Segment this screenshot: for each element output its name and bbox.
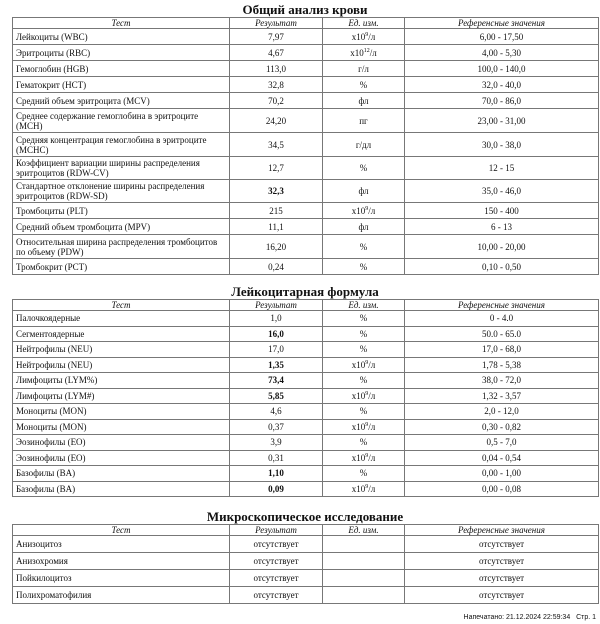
result-value: 24,20 [230, 109, 323, 133]
unit [323, 450, 405, 466]
table-row [13, 109, 599, 133]
unit-suffix: /л [368, 483, 376, 494]
test-name: Анизохромия [13, 553, 230, 570]
table-row [13, 93, 599, 109]
table-row [13, 536, 599, 553]
unit [323, 203, 405, 219]
column-header: Тест [13, 300, 230, 311]
reference-range: 70,0 - 86,0 [405, 93, 599, 109]
table-row [13, 326, 599, 342]
result-value: 1,0 [230, 311, 323, 327]
table-row [13, 45, 599, 61]
test-name: Средняя концентрация гемоглобина в эритроците (MCHC) [13, 133, 230, 157]
reference-range: 0,10 - 0,50 [405, 259, 599, 275]
column-header: Результат [230, 300, 323, 311]
unit-suffix: /л [368, 390, 376, 401]
column-header: Результат [230, 18, 323, 29]
unit-suffix: /л [368, 205, 376, 216]
reference-range: 32,0 - 40,0 [405, 77, 599, 93]
table-row [13, 404, 599, 420]
unit: г/дл [323, 133, 405, 157]
unit: фл [323, 180, 405, 203]
test-name: Полихроматофилия [13, 587, 230, 604]
reference-range: 0,5 - 7,0 [405, 435, 599, 451]
unit [323, 388, 405, 404]
result-value: 0,24 [230, 259, 323, 275]
test-name: Средний объем эритроцита (MCV) [13, 93, 230, 109]
result-value: 16,0 [230, 326, 323, 342]
reference-range: 50.0 - 65.0 [405, 326, 599, 342]
reference-range: 100,0 - 140,0 [405, 61, 599, 77]
reference-range: 38,0 - 72,0 [405, 373, 599, 389]
unit: пг [323, 109, 405, 133]
test-name: Анизоцитоз [13, 536, 230, 553]
result-value: 11,1 [230, 219, 323, 235]
unit-base: x10 [351, 205, 366, 216]
reference-range: отсутствует [405, 536, 599, 553]
reference-range: 10,00 - 20,00 [405, 235, 599, 259]
reference-range: 0,00 - 1,00 [405, 466, 599, 482]
test-name: Гемоглобин (HGB) [13, 61, 230, 77]
test-name: Лимфоциты (LYM%) [13, 373, 230, 389]
result-value: 73,4 [230, 373, 323, 389]
result-value: 32,3 [230, 180, 323, 203]
table-row [13, 466, 599, 482]
table-row [13, 570, 599, 587]
test-name: Лимфоциты (LYM#) [13, 388, 230, 404]
column-header: Тест [13, 18, 230, 29]
reference-range: 1,32 - 3,57 [405, 388, 599, 404]
table-row [13, 373, 599, 389]
unit: г/л [323, 61, 405, 77]
table-row [13, 203, 599, 219]
printed-timestamp: Напечатано: 21.12.2024 22:59:34 [463, 614, 571, 621]
test-name: Нейтрофилы (NEU) [13, 342, 230, 358]
test-name: Коэффициент вариации ширины распределения эритроцитов (RDW-CV) [13, 157, 230, 180]
test-name: Моноциты (MON) [13, 404, 230, 420]
wbc-title: Лейкоцитарная формула [231, 284, 379, 299]
reference-range: 0,04 - 0,54 [405, 450, 599, 466]
column-header: Ед. изм. [323, 525, 405, 536]
reference-range: 35,0 - 46,0 [405, 180, 599, 203]
unit: фл [323, 219, 405, 235]
unit-exponent: 9 [365, 483, 369, 490]
reference-range: 2,0 - 12,0 [405, 404, 599, 420]
test-name: Тромбоциты (PLT) [13, 203, 230, 219]
result-value: 16,20 [230, 235, 323, 259]
cbc-table [12, 17, 599, 275]
unit-suffix: /л [369, 47, 377, 58]
test-name: Стандартное отклонение ширины распределения эритроцитов (RDW-SD) [13, 180, 230, 203]
wbc-table [12, 299, 599, 497]
unit: % [323, 373, 405, 389]
unit-exponent: 12 [363, 47, 370, 54]
unit: % [323, 77, 405, 93]
result-value: 34,5 [230, 133, 323, 157]
unit-exponent: 9 [365, 31, 369, 38]
result-value: 215 [230, 203, 323, 219]
test-name: Нейтрофилы (NEU) [13, 357, 230, 373]
unit: % [323, 259, 405, 275]
unit [323, 587, 405, 604]
unit-base: x10 [351, 452, 366, 463]
test-name: Эозинофилы (EO) [13, 435, 230, 451]
table-row [13, 61, 599, 77]
test-name: Пойкилоцитоз [13, 570, 230, 587]
test-name: Базофилы (BA) [13, 466, 230, 482]
unit-base: x10 [351, 483, 366, 494]
result-value: отсутствует [230, 553, 323, 570]
result-value: 70,2 [230, 93, 323, 109]
test-name: Гематокрит (HCT) [13, 77, 230, 93]
unit-base: x10 [350, 47, 364, 58]
table-row [13, 29, 599, 45]
test-name: Моноциты (MON) [13, 419, 230, 435]
unit-base: x10 [351, 421, 366, 432]
unit [323, 481, 405, 497]
result-value: 0,37 [230, 419, 323, 435]
table-row [13, 133, 599, 157]
table-row [13, 219, 599, 235]
page-number: Стр. 1 [576, 614, 596, 621]
unit: % [323, 157, 405, 180]
unit-suffix: /л [368, 31, 376, 42]
result-value: 0,09 [230, 481, 323, 497]
unit [323, 553, 405, 570]
print-footer [464, 614, 596, 621]
result-value: 32,8 [230, 77, 323, 93]
unit: фл [323, 93, 405, 109]
test-name: Сегментоядерные [13, 326, 230, 342]
reference-range: отсутствует [405, 570, 599, 587]
table-row [13, 357, 599, 373]
reference-range: 0,30 - 0,82 [405, 419, 599, 435]
table-row [13, 342, 599, 358]
reference-range: 150 - 400 [405, 203, 599, 219]
unit-exponent: 9 [365, 452, 369, 459]
table-row [13, 435, 599, 451]
result-value: 4,6 [230, 404, 323, 420]
reference-range: 30,0 - 38,0 [405, 133, 599, 157]
unit-exponent: 9 [365, 421, 369, 428]
test-name: Тромбокрит (PCT) [13, 259, 230, 275]
test-name: Среднее содержание гемоглобина в эритроците (MCH) [13, 109, 230, 133]
reference-range: отсутствует [405, 587, 599, 604]
test-name: Средний объем тромбоцита (MPV) [13, 219, 230, 235]
unit: % [323, 326, 405, 342]
result-value: отсутствует [230, 570, 323, 587]
micro-title: Микроскопическое исследование [206, 509, 404, 524]
column-header: Референсные значения [405, 300, 599, 311]
reference-range: 1,78 - 5,38 [405, 357, 599, 373]
test-name: Палочкоядерные [13, 311, 230, 327]
result-value: 17,0 [230, 342, 323, 358]
reference-range: отсутствует [405, 553, 599, 570]
result-value: 3,9 [230, 435, 323, 451]
unit: % [323, 435, 405, 451]
unit: % [323, 466, 405, 482]
table-row [13, 311, 599, 327]
unit-exponent: 9 [365, 205, 369, 212]
result-value: отсутствует [230, 587, 323, 604]
result-value: 1,10 [230, 466, 323, 482]
table-row [13, 450, 599, 466]
column-header: Ед. изм. [323, 300, 405, 311]
result-value: 7,97 [230, 29, 323, 45]
reference-range: 6 - 13 [405, 219, 599, 235]
unit-base: x10 [351, 359, 366, 370]
reference-range: 17,0 - 68,0 [405, 342, 599, 358]
table-row [13, 419, 599, 435]
test-name: Лейкоциты (WBC) [13, 29, 230, 45]
unit-suffix: /л [368, 452, 376, 463]
result-value: 113,0 [230, 61, 323, 77]
table-row [13, 259, 599, 275]
unit: % [323, 235, 405, 259]
reference-range: 4,00 - 5,30 [405, 45, 599, 61]
test-name: Относительная ширина распределения тромбоцитов по объему (PDW) [13, 235, 230, 259]
result-value: 4,67 [230, 45, 323, 61]
unit: % [323, 311, 405, 327]
test-name: Эозинофилы (EO) [13, 450, 230, 466]
unit [323, 357, 405, 373]
table-row [13, 388, 599, 404]
test-name: Эритроциты (RBC) [13, 45, 230, 61]
table-row [13, 235, 599, 259]
result-value: отсутствует [230, 536, 323, 553]
unit [323, 45, 405, 61]
micro-table [12, 524, 599, 604]
unit: % [323, 404, 405, 420]
column-header: Тест [13, 525, 230, 536]
column-header: Результат [230, 525, 323, 536]
table-row [13, 481, 599, 497]
unit-base: x10 [351, 390, 366, 401]
unit [323, 570, 405, 587]
reference-range: 0,00 - 0,08 [405, 481, 599, 497]
unit-suffix: /л [368, 359, 376, 370]
test-name: Базофилы (BA) [13, 481, 230, 497]
unit: % [323, 342, 405, 358]
table-row [13, 77, 599, 93]
column-header: Референсные значения [405, 525, 599, 536]
table-row [13, 553, 599, 570]
unit-base: x10 [351, 31, 366, 42]
unit-exponent: 9 [365, 390, 369, 397]
reference-range: 6,00 - 17,50 [405, 29, 599, 45]
table-row [13, 180, 599, 203]
result-value: 12,7 [230, 157, 323, 180]
result-value: 0,31 [230, 450, 323, 466]
unit-exponent: 9 [365, 359, 369, 366]
result-value: 5,85 [230, 388, 323, 404]
unit [323, 419, 405, 435]
table-row [13, 587, 599, 604]
column-header: Ед. изм. [323, 18, 405, 29]
column-header: Референсные значения [405, 18, 599, 29]
reference-range: 12 - 15 [405, 157, 599, 180]
unit [323, 29, 405, 45]
reference-range: 23,00 - 31,00 [405, 109, 599, 133]
unit-suffix: /л [368, 421, 376, 432]
reference-range: 0 - 4.0 [405, 311, 599, 327]
result-value: 1,35 [230, 357, 323, 373]
unit [323, 536, 405, 553]
table-row [13, 157, 599, 180]
cbc-title: Общий анализ крови [242, 2, 368, 17]
